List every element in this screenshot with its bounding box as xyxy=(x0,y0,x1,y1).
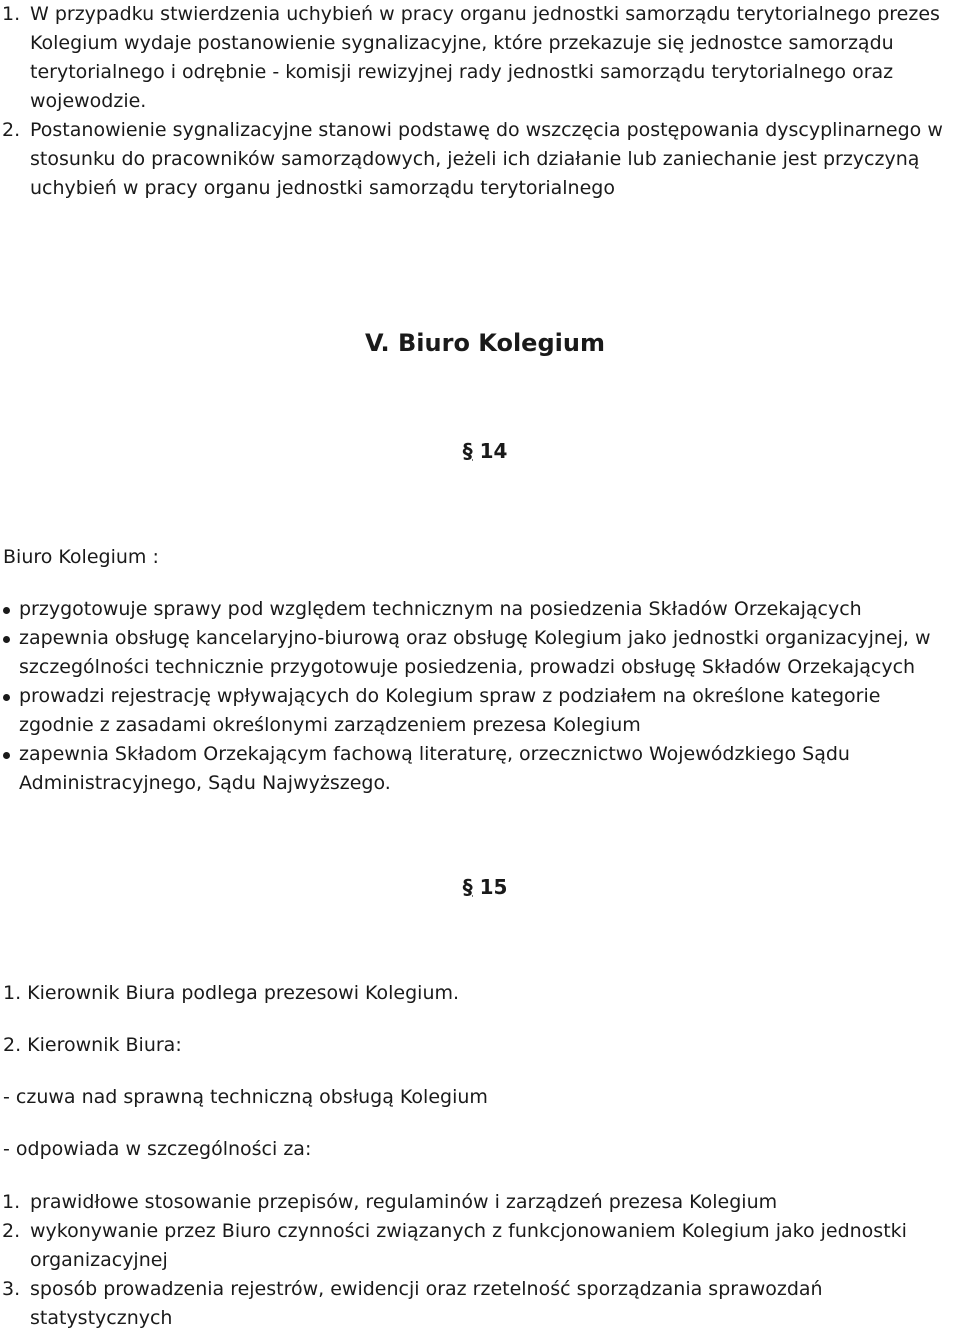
item-text: W przypadku stwierdzenia uchybień w pracy organu jednostki samorządu terytorialnego prezes Kolegium wydaje postanowienie sygnalizacyjne, które przekazuje się jednostce samorządu terytorialnego i odrębnie - komisji rewizyjnej rady jednostki samorządu terytorialnego oraz wojewodzie. xyxy=(30,3,940,112)
paragraph-15-heading xyxy=(0,872,960,902)
list-item xyxy=(0,116,955,203)
list-item xyxy=(0,624,955,682)
bullet-icon xyxy=(0,624,19,682)
kierownik-line-1: 1. Kierownik Biura podlega prezesowi Kolegium. xyxy=(3,982,460,1004)
item-text: prawidłowe stosowanie przepisów, regulaminów i zarządzeń prezesa Kolegium xyxy=(30,1191,778,1213)
kierownik-line-4: - odpowiada w szczególności za: xyxy=(3,1138,312,1160)
bullet-icon xyxy=(0,682,19,740)
biuro-label: Biuro Kolegium : xyxy=(3,546,159,568)
list-item xyxy=(0,595,955,624)
intro-numbered-list xyxy=(0,0,955,203)
item-number: 2. xyxy=(2,119,21,141)
list-item xyxy=(0,682,955,740)
list-item xyxy=(0,0,955,116)
item-number: 2. xyxy=(2,1220,21,1242)
paragraph-number: 15 xyxy=(479,875,508,899)
kierownik-line-2: 2. Kierownik Biura: xyxy=(3,1034,182,1056)
item-text: zapewnia Składom Orzekającym fachową literaturę, orzecznictwo Wojewódzkiego Sądu Administracyjnego, Sądu Najwyższego. xyxy=(19,743,850,794)
bullet-icon xyxy=(0,595,19,624)
item-number: 3. xyxy=(2,1278,21,1300)
section-sign: § xyxy=(462,439,473,463)
bullet-icon xyxy=(0,740,19,798)
item-text: sposób prowadzenia rejestrów, ewidencji oraz rzetelność sporządzania sprawozdań statystycznych xyxy=(30,1278,823,1329)
item-number: 1. xyxy=(2,3,21,25)
section-heading: V. Biuro Kolegium xyxy=(365,329,605,357)
list-item xyxy=(0,1188,955,1217)
list-item xyxy=(0,740,955,798)
item-text: przygotowuje sprawy pod względem technicznym na posiedzenia Składów Orzekających xyxy=(19,598,862,620)
item-text: wykonywanie przez Biuro czynności związanych z funkcjonowaniem Kolegium jako jednostki organizacyjnej xyxy=(30,1220,907,1271)
paragraph-14-heading xyxy=(0,436,960,466)
biuro-duties-list xyxy=(0,595,955,798)
responsibilities-list xyxy=(0,1188,955,1333)
item-text: prowadzi rejestrację wpływających do Kolegium spraw z podziałem na określone kategorie zgodnie z zasadami określonymi zarządzeniem prezesa Kolegium xyxy=(19,685,881,736)
section-sign: § xyxy=(462,875,473,899)
kierownik-line-3: - czuwa nad sprawną techniczną obsługą Kolegium xyxy=(3,1086,488,1108)
paragraph-number: 14 xyxy=(479,439,508,463)
item-number: 1. xyxy=(2,1191,21,1213)
item-text: zapewnia obsługę kancelaryjno-biurową oraz obsługę Kolegium jako jednostki organizacyjnej, w szczególności technicznie przygotowuje posiedzenia, prowadzi obsługę Składów Orzekających xyxy=(19,627,931,678)
item-text: Postanowienie sygnalizacyjne stanowi podstawę do wszczęcia postępowania dyscyplinarnego w stosunku do pracowników samorządowych, jeżeli ich działanie lub zaniechanie jest przyczyną uchybień w pracy organu jednostki samorządu terytorialnego xyxy=(30,119,943,199)
list-item xyxy=(0,1217,955,1275)
list-item xyxy=(0,1275,955,1333)
